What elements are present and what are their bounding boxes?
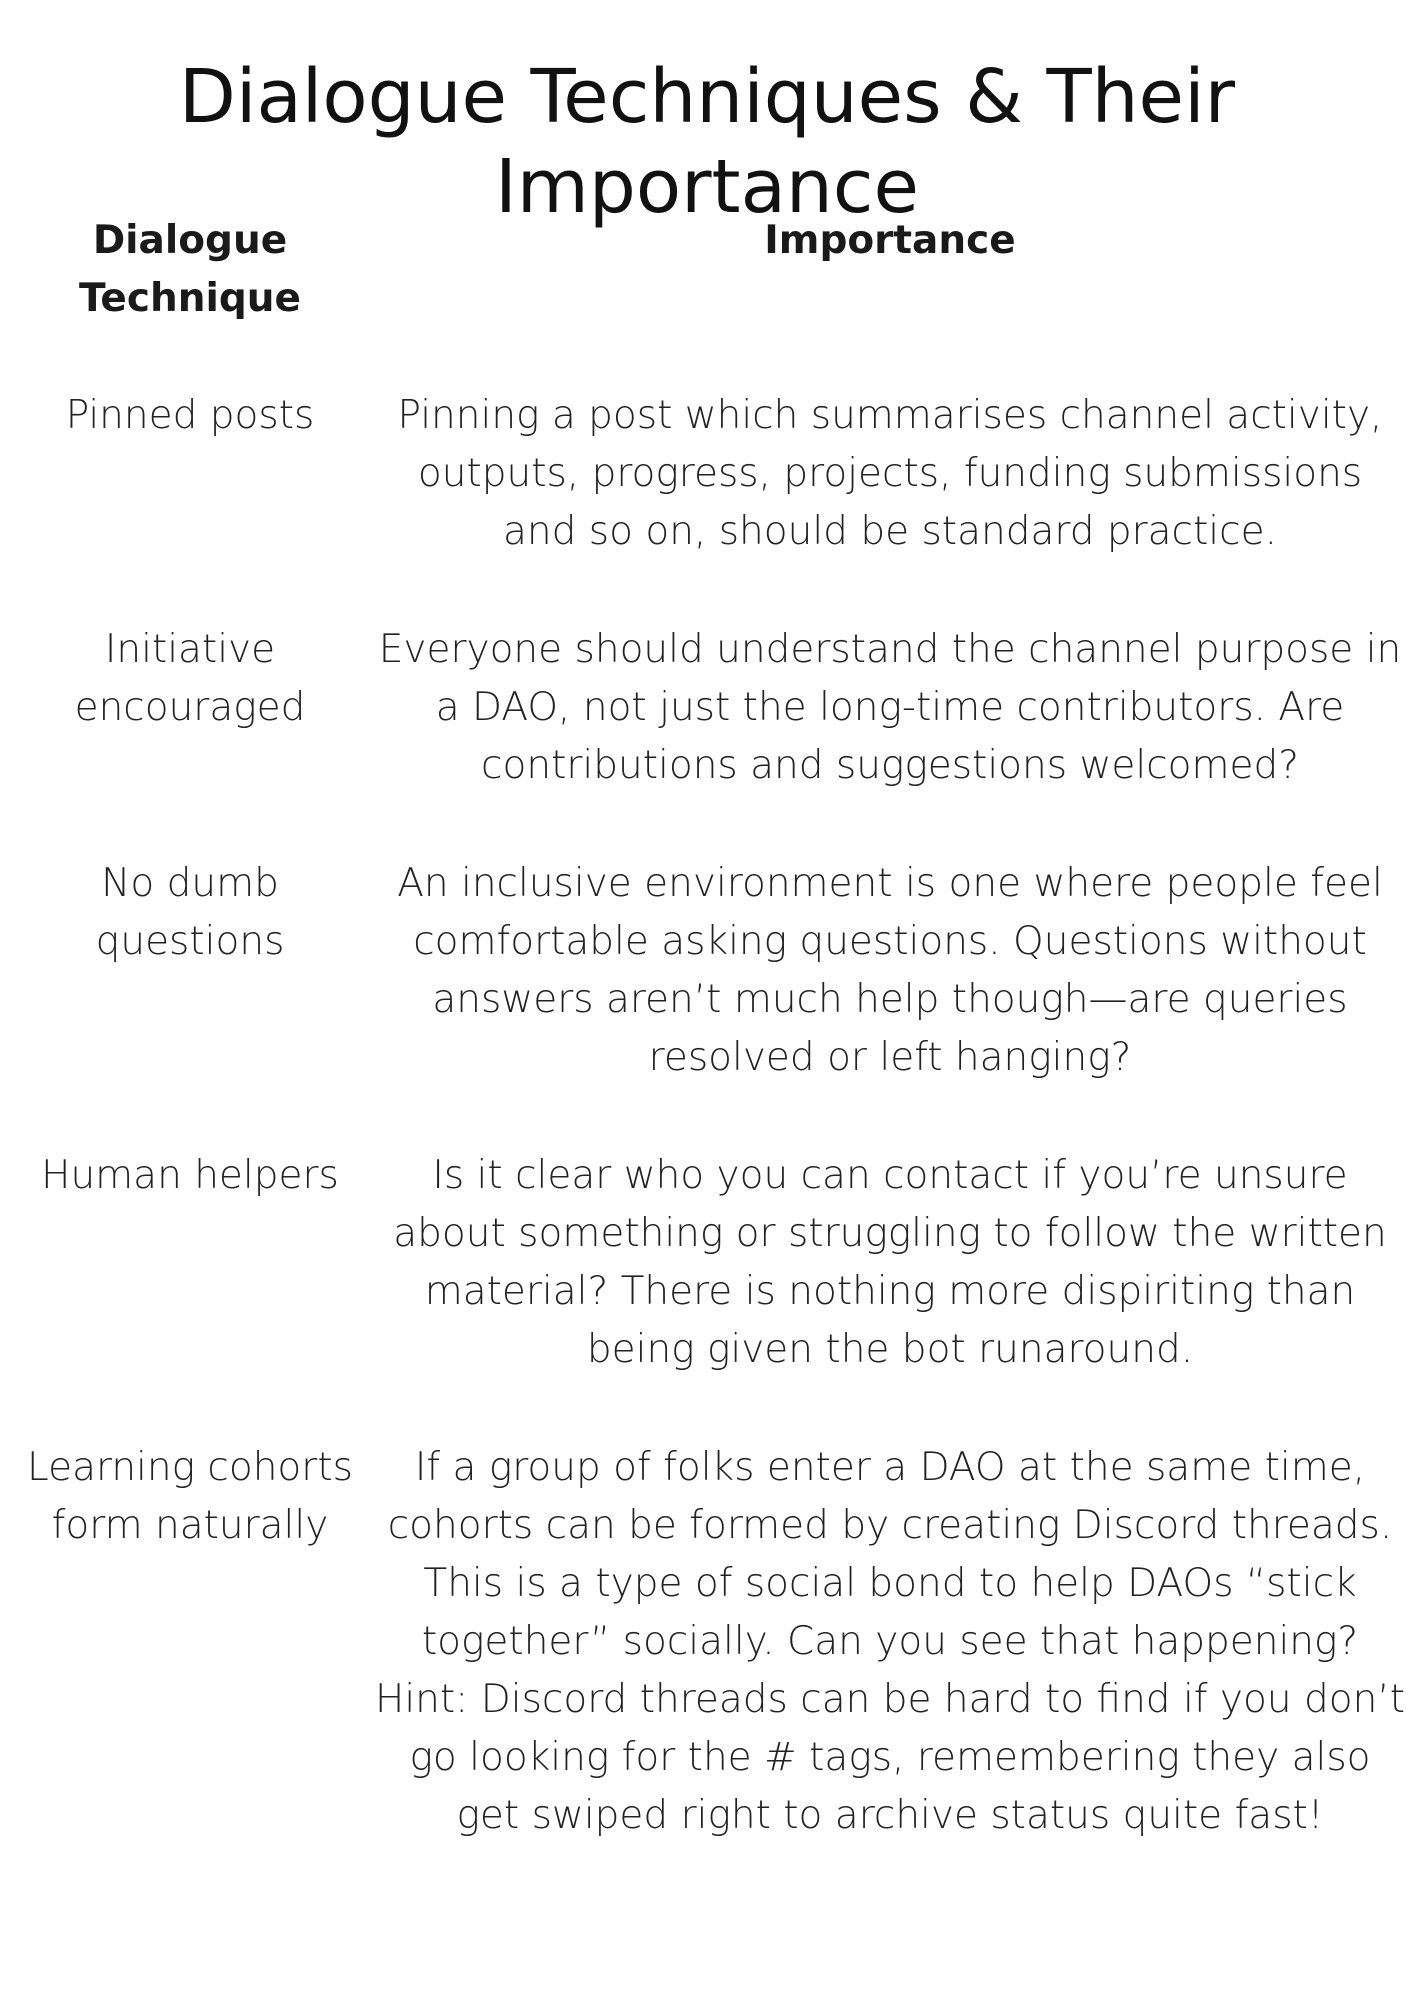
technique-cell: Initiative encouraged — [74, 627, 306, 730]
column-header-importance: Importance — [764, 218, 1016, 263]
importance-cell: If a group of folks enter a DAO at the same time, cohorts can be formed by creating Discord threads. This is a type of social bond to help DAOs “stick together” socially. Can you see that happening? Hint: Discord threads can be hard to find if you don’t go looking for the # tags, remembering they also get swiped right to archive status quite fast! — [375, 1445, 1405, 1838]
importance-cell: Everyone should understand the channel purpose in a DAO, not just the long-time contributors. Are contributions and suggestions welcomed? — [378, 627, 1402, 788]
importance-cell: Is it clear who you can contact if you’re unsure about something or struggling to follow the written material? There is nothing more dispiriting than being given the bot runaround. — [393, 1153, 1387, 1372]
importance-cell: An inclusive environment is one where people feel comfortable asking questions. Questions without answers aren’t much help though—are queries resolved or left hanging? — [397, 861, 1383, 1080]
importance-cell: Pinning a post which summarises channel activity, outputs, progress, projects, funding submissions and so on, should be standard practice. — [397, 393, 1383, 554]
column-header-technique: Dialogue Technique — [78, 218, 302, 321]
technique-cell: No dumb questions — [95, 861, 285, 964]
technique-cell: Learning cohorts form naturally — [27, 1445, 353, 1548]
table-header-row — [0, 212, 1414, 332]
technique-cell: Human helpers — [41, 1153, 339, 1198]
page-title: Dialogue Techniques & Their Importance — [178, 54, 1236, 230]
technique-cell: Pinned posts — [65, 393, 315, 438]
